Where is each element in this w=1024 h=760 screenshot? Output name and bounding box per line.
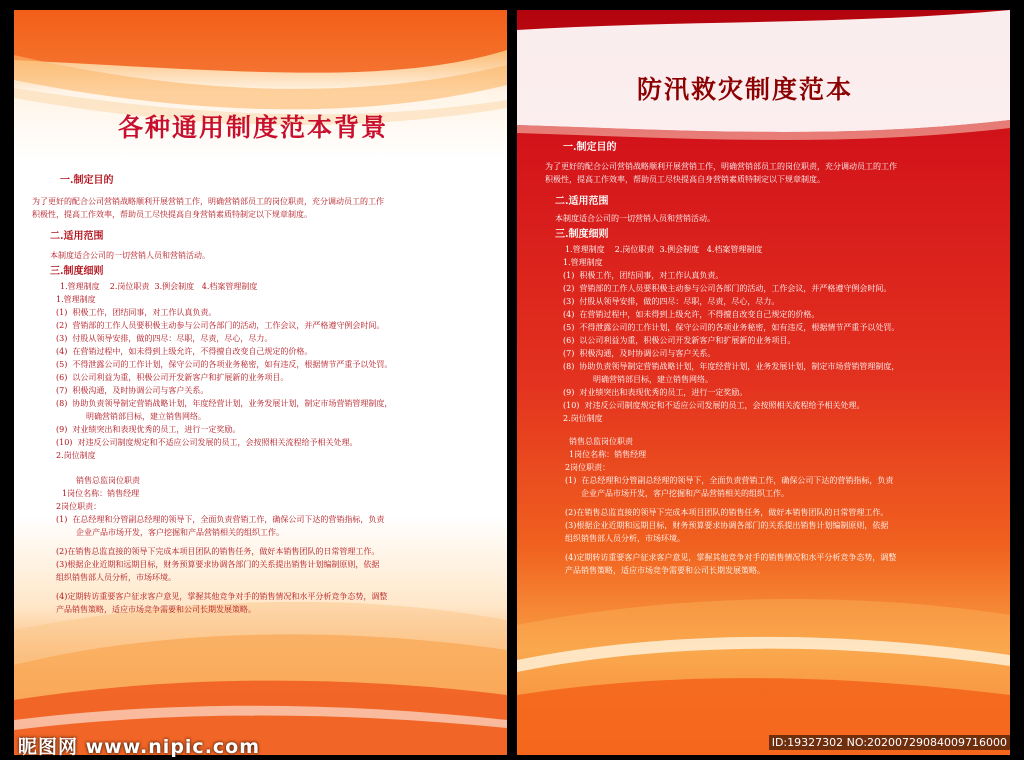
section-heading: 一.制定目的 xyxy=(563,142,617,153)
body-text-line: (1) 在总经理和分管副总经理的领导下，全面负责营销工作，确保公司下达的营销指标，负责 xyxy=(56,515,385,524)
body-text-line: 企业产品市场开发，客户挖掘和产品营销相关的组织工作。 xyxy=(581,489,789,498)
body-text-line: (8) 协助负责领导制定营销战略计划，年度经营计划，业务发展计划，制定市场营销管理制度， xyxy=(563,362,900,371)
body-text-line: 1.管理制度 xyxy=(563,258,603,267)
body-text-line: (4)定期转访重要客户征求客户意见，掌握其他竞争对手的销售情况和水平分析竞争态势，调整 xyxy=(56,592,388,601)
body-text-line: (6) 以公司利益为重，积极公司开发新客户和扩展新的业务项目。 xyxy=(56,373,289,382)
body-text-line: 2岗位职责： xyxy=(565,463,611,472)
body-text-line: 为了更好的配合公司营销战略顺利开展营销工作，明确营销部员工的岗位职责，充分调动员工的工作 xyxy=(545,162,897,171)
top-wave-decoration xyxy=(14,10,507,180)
body-text-line: (6) 以公司利益为重，积极公司开发新客户和扩展新的业务项目。 xyxy=(563,336,796,345)
body-text-line: (4)定期转访重要客户征求客户意见，掌握其他竞争对手的销售情况和水平分析竞争态势，调整 xyxy=(565,553,897,562)
body-text-line: (3) 付股从领导安排，做的四尽：尽职，尽责，尽心，尽力。 xyxy=(56,334,273,343)
body-text-line: (10) 对违反公司制度规定和不适应公司发展的员工，会按照相关流程给予相关处理。 xyxy=(56,438,358,447)
body-text-line: 2.岗位制度 xyxy=(563,414,603,423)
body-text-line: (8) 协助负责领导制定营销战略计划，年度经营计划，业务发展计划，制定市场营销管理制度， xyxy=(56,399,393,408)
body-text-line: 为了更好的配合公司营销战略顺利开展营销工作，明确营销部员工的岗位职责，充分调动员工的工作 xyxy=(32,197,384,206)
body-text-line: 1.管理制度 2.岗位职责 3.例会制度 4.档案管理制度 xyxy=(60,282,258,291)
body-text-line: 1.管理制度 xyxy=(56,295,96,304)
body-text-line: 1岗位名称：销售经理 xyxy=(569,450,647,459)
section-heading: 二.适用范围 xyxy=(555,196,609,207)
body-text-line: (9) 对业绩突出和表现优秀的员工，进行一定奖励。 xyxy=(563,388,748,397)
body-text-line: 2岗位职责： xyxy=(56,502,102,511)
body-text-line: (7) 积极沟通，及时协调公司与客户关系。 xyxy=(563,349,716,358)
body-text-line: 2.岗位制度 xyxy=(56,451,96,460)
body-text-line: 销售总监岗位职责 xyxy=(569,437,633,446)
body-text-line: 1.管理制度 2.岗位职责 3.例会制度 4.档案管理制度 xyxy=(565,245,763,254)
body-text-line: 销售总监岗位职责 xyxy=(76,476,140,485)
watermark-logo: 昵图网 www.nipic.com xyxy=(18,736,261,758)
body-text-line: 积极性，提高工作效率，帮助员工尽快提高自身营销素质特制定以下规章制度。 xyxy=(32,210,312,219)
section-heading: 一.制定目的 xyxy=(60,175,114,186)
document-body xyxy=(545,140,1000,577)
body-text-line: 企业产品市场开发，客户挖掘和产品营销相关的组织工作。 xyxy=(76,528,284,537)
body-text-line: (2)在销售总监直接的领导下完成本项目团队的销售任务，做好本销售团队的日常管理工作。 xyxy=(56,547,380,556)
body-text-line: 产品销售策略，适应市场竞争需要和公司长期发展策略。 xyxy=(56,605,256,614)
body-text-line: (1) 在总经理和分管副总经理的领导下，全面负责营销工作，确保公司下达的营销指标，负责 xyxy=(565,476,894,485)
body-text-line: (2)在销售总监直接的领导下完成本项目团队的销售任务，做好本销售团队的日常管理工作。 xyxy=(565,508,889,517)
document-body xyxy=(32,173,497,616)
body-text-line: 明确营销部目标，建立销售网络。 xyxy=(593,375,713,384)
section-heading: 三.制度细则 xyxy=(50,266,104,277)
body-text-line: (7) 积极沟通，及时协调公司与客户关系。 xyxy=(56,386,209,395)
body-text-line: (3)根据企业近期和远期目标，财务预算要求协调各部门的关系提出销售计划编制原则，依据 xyxy=(565,521,889,530)
body-text-line: (3)根据企业近期和远期目标，财务预算要求协调各部门的关系提出销售计划编制原则，依据 xyxy=(56,560,380,569)
body-text-line: (5) 不得泄露公司的工作计划，保守公司的各项业务秘密，如有违反，根据情节严重予以处罚。 xyxy=(563,323,900,332)
left-document-panel xyxy=(14,10,507,755)
body-text-line: 积极性，提高工作效率，帮助员工尽快提高自身营销素质特制定以下规章制度。 xyxy=(545,175,825,184)
document-title: 防汛救灾制度范本 xyxy=(637,75,854,104)
body-text-line: 本制度适合公司的一切营销人员和营销活动。 xyxy=(50,251,210,260)
body-text-line: 组织销售部人员分析，市场环境。 xyxy=(565,534,685,543)
right-document-panel xyxy=(517,10,1010,755)
document-title: 各种通用制度范本背景 xyxy=(118,113,389,142)
watermark-id: ID:19327302 NO:20200729084009716000 xyxy=(769,735,1010,750)
body-text-line: (4) 在营销过程中，如未得到上级允许，不得擅自改变自己规定的价格。 xyxy=(563,310,820,319)
body-text-line: (10) 对违反公司制度规定和不适应公司发展的员工，会按照相关流程给予相关处理。 xyxy=(563,401,865,410)
bottom-wave-decoration xyxy=(517,570,1010,755)
body-text-line: (1) 积极工作，团结同事，对工作认真负责。 xyxy=(56,308,217,317)
body-text-line: (3) 付股从领导安排，做的四尽：尽职，尽责，尽心，尽力。 xyxy=(563,297,780,306)
body-text-line: 明确营销部目标，建立销售网络。 xyxy=(86,412,206,421)
body-text-line: 本制度适合公司的一切营销人员和营销活动。 xyxy=(555,214,715,223)
section-heading: 三.制度细则 xyxy=(555,229,609,240)
body-text-line: (9) 对业绩突出和表现优秀的员工，进行一定奖励。 xyxy=(56,425,241,434)
body-text-line: (2) 营销部的工作人员要积极主动参与公司各部门的活动，工作会议，并严格遵守例会时间。 xyxy=(56,321,385,330)
body-text-line: (2) 营销部的工作人员要积极主动参与公司各部门的活动，工作会议，并严格遵守例会时间。 xyxy=(563,284,892,293)
body-text-line: (4) 在营销过程中，如未得到上级允许，不得擅自改变自己规定的价格。 xyxy=(56,347,313,356)
body-text-line: 1岗位名称：销售经理 xyxy=(62,489,140,498)
body-text-line: 组织销售部人员分析，市场环境。 xyxy=(56,573,176,582)
body-text-line: (1) 积极工作，团结同事，对工作认真负责。 xyxy=(563,271,724,280)
body-text-line: (5) 不得泄露公司的工作计划，保守公司的各项业务秘密，如有违反，根据情节严重予以处罚。 xyxy=(56,360,393,369)
section-heading: 二.适用范围 xyxy=(50,231,104,242)
body-text-line: 产品销售策略，适应市场竞争需要和公司长期发展策略。 xyxy=(565,566,765,575)
